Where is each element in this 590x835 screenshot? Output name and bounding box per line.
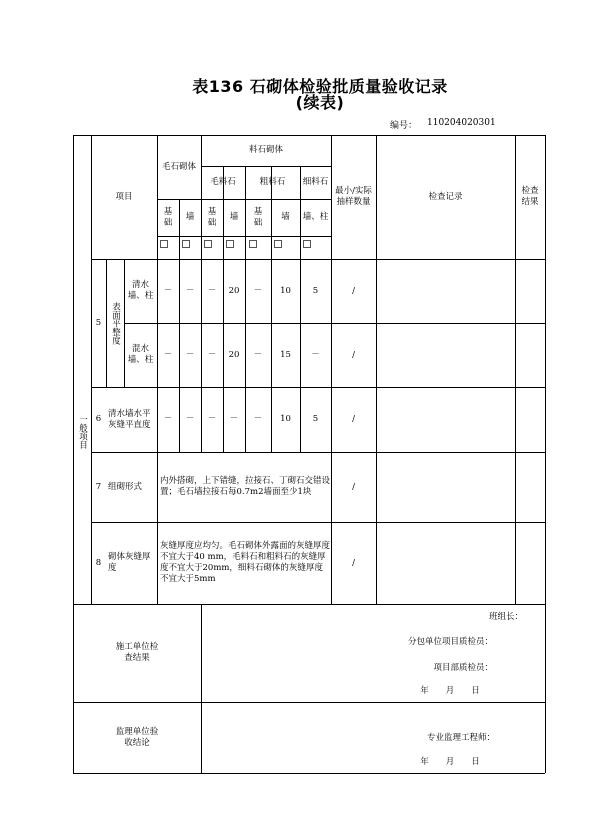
row-8-number: 8 bbox=[95, 557, 102, 568]
row-6-value: － bbox=[207, 414, 217, 424]
row-5a-name: 清水墙、柱 bbox=[127, 280, 154, 301]
row-6-value: 10 bbox=[280, 414, 291, 424]
row-5a-value: － bbox=[207, 285, 217, 296]
checkbox-rubble-stone-foundation[interactable] bbox=[204, 240, 212, 248]
row-5a-value: 10 bbox=[280, 285, 291, 296]
general-items-text: 一般项目 bbox=[77, 414, 88, 449]
header-check-result: 检查结果 bbox=[521, 186, 539, 207]
header-item: 项目 bbox=[115, 191, 133, 202]
row-5-group-text: 表面平整度 bbox=[110, 301, 121, 345]
subheader-wall: 墙 bbox=[185, 212, 195, 222]
checkbox-rough-stone-wall[interactable] bbox=[274, 240, 282, 248]
subheader-wall: 墙 bbox=[281, 212, 290, 222]
subheader-wall-column: 墙、柱 bbox=[302, 212, 329, 222]
checkbox-fine-stone-wall-column[interactable] bbox=[303, 240, 311, 248]
page-subtitle: (续表) bbox=[295, 93, 345, 112]
row-5b-sample: / bbox=[352, 349, 355, 360]
row-5b-value: － bbox=[185, 349, 195, 360]
row-7-number: 7 bbox=[95, 481, 102, 492]
row-5-group bbox=[106, 259, 124, 387]
subheader-foundation: 基础 bbox=[163, 206, 173, 228]
general-items-label bbox=[73, 259, 91, 604]
dept-inspector-label: 项目部质检员： bbox=[433, 663, 493, 673]
row-5a-sample: / bbox=[352, 285, 355, 296]
row-5b-value: － bbox=[163, 349, 173, 360]
header-rubble-stone: 毛料石 bbox=[210, 177, 236, 187]
row-6-name: 清水墙水平灰缝平直度 bbox=[108, 408, 151, 430]
row-8-description: 灰缝厚度应均匀。毛石砌体外露面的灰缝厚度不宜大于40 mm，毛料石和粗料石的灰缝厚度不宜大于20mm，细料石砌体的灰缝厚度不宜大于5mm bbox=[160, 541, 331, 584]
row-5a-value: － bbox=[185, 285, 195, 296]
checkbox-rough-stone-foundation[interactable] bbox=[249, 240, 257, 248]
row-6-number: 6 bbox=[95, 414, 102, 424]
row-6-sample: / bbox=[352, 414, 355, 424]
row-7-description: 内外搭砌，上下错缝，拉接石、丁砌石交错设置；毛石墙拉接石每0.7m2墙面至少1块 bbox=[160, 476, 331, 497]
row-7-name: 组砌形式 bbox=[108, 481, 143, 492]
serial-value: 110204020301 bbox=[427, 118, 496, 128]
row-5b-value: 20 bbox=[228, 349, 240, 360]
row-8-sample: / bbox=[352, 557, 355, 568]
supervision-engineer-label: 专业监理工程师： bbox=[426, 733, 495, 743]
row-5a-value: － bbox=[253, 285, 263, 296]
row-5b-value: － bbox=[311, 349, 320, 360]
row-5b-value: － bbox=[253, 349, 263, 360]
team-leader-label: 班组长： bbox=[488, 612, 523, 622]
row-6-value: － bbox=[163, 414, 173, 424]
header-check-record: 检查记录 bbox=[428, 191, 463, 202]
subheader-wall: 墙 bbox=[229, 212, 239, 222]
row-5a-value: 5 bbox=[312, 285, 319, 296]
row-6-value: － bbox=[185, 414, 195, 424]
page-title: 表136 石砌体检验批质量验收记录 bbox=[192, 77, 448, 96]
header-rubble-masonry: 毛石砌体 bbox=[161, 161, 196, 172]
row-5a-value: － bbox=[163, 285, 173, 296]
row-6-value: － bbox=[229, 414, 239, 424]
sub-inspector-label: 分包单位项目质检员： bbox=[407, 637, 493, 647]
row-6-value: － bbox=[253, 414, 263, 424]
row-5a-value: 20 bbox=[228, 285, 240, 296]
row-5b-value: 15 bbox=[280, 349, 291, 360]
row-5b-value: － bbox=[207, 349, 217, 360]
checkbox-rubble-foundation[interactable] bbox=[160, 240, 168, 248]
checkbox-rubble-wall[interactable] bbox=[182, 240, 190, 248]
supervision-unit-label: 监理单位验收结论 bbox=[115, 726, 159, 748]
subheader-foundation: 基础 bbox=[253, 206, 263, 228]
construction-unit-label: 施工单位检查结果 bbox=[115, 642, 159, 663]
header-fine-stone: 细料石 bbox=[302, 177, 329, 187]
row-5-number: 5 bbox=[95, 317, 102, 328]
row-7-sample: / bbox=[352, 481, 355, 492]
subheader-foundation: 基础 bbox=[207, 206, 217, 228]
supervision-date: 年 月 日 bbox=[420, 757, 480, 767]
header-min-sample: 最小/实际抽样数量 bbox=[335, 186, 372, 207]
row-5b-name: 混水墙、柱 bbox=[127, 344, 154, 365]
checkbox-rubble-stone-wall[interactable] bbox=[226, 240, 234, 248]
row-8-name: 砌体灰缝厚度 bbox=[108, 552, 151, 573]
header-rough-stone: 粗料石 bbox=[259, 177, 286, 187]
serial-label: 编号： bbox=[390, 121, 418, 131]
header-stone-masonry: 料石砌体 bbox=[248, 145, 283, 155]
construction-date: 年 月 日 bbox=[420, 686, 480, 696]
row-6-value: 5 bbox=[312, 414, 319, 424]
